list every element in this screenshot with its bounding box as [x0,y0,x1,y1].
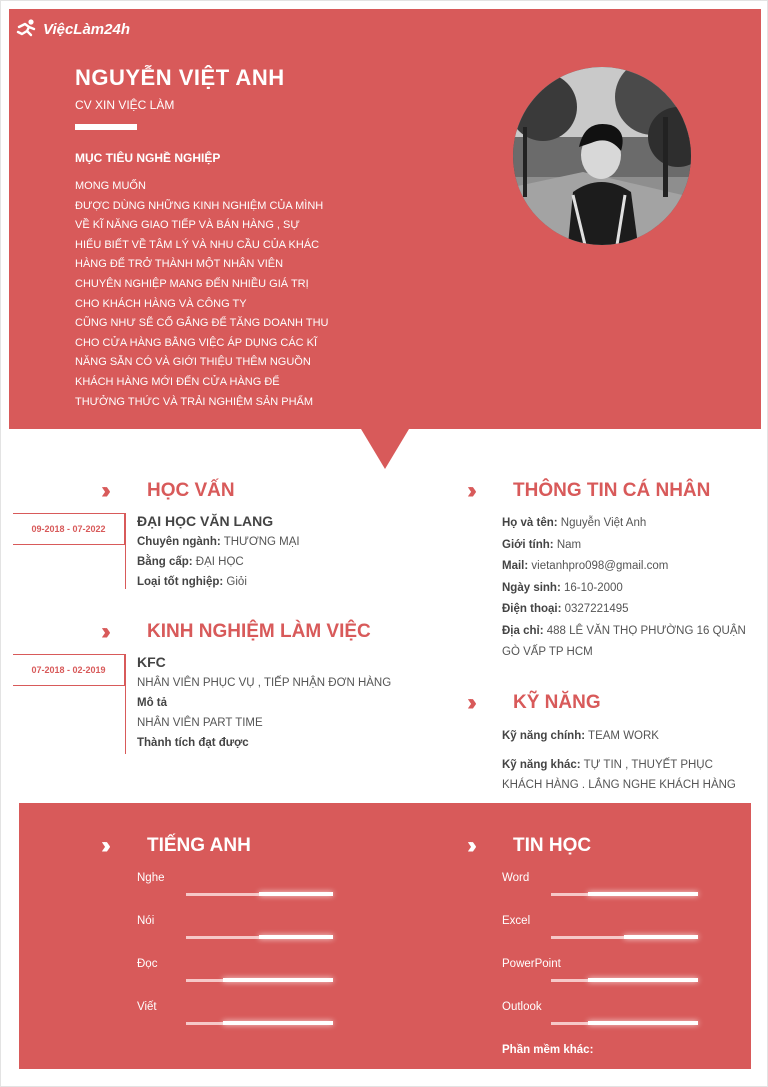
education-title: HỌC VẤN [147,480,235,501]
skill-label: Outlook [502,1001,542,1013]
info-address: Địa chỉ: 488 LÊ VĂN THỌ PHƯỜNG 16 QUẬN GÒ VẤP TP HCM [502,624,746,658]
avatar [513,67,691,245]
double-chevron-icon: ›› [467,832,471,859]
double-chevron-icon: ›› [467,689,471,716]
skill-bar-fill [259,935,333,939]
education-major: Chuyên ngành: THƯƠNG MẠI [137,536,300,548]
header-pointer [361,429,409,469]
education-entry [137,513,300,592]
skill-bar-fill [259,892,333,896]
education-date: 09-2018 - 07-2022 [13,513,125,545]
title-underline [75,124,137,130]
job-description: NHÂN VIÊN PART TIME [137,717,263,729]
double-chevron-icon: ›› [467,477,471,504]
education-grade: Loại tốt nghiệp: Giỏi [137,576,247,588]
logo-text: ViệcLàm24h [43,20,130,38]
skills-info [502,726,752,795]
skill-label: Nghe [137,872,165,884]
info-name: Họ và tên: Nguyễn Việt Anh [502,517,647,529]
info-mail[interactable]: Mail: vietanhpro098@gmail.com [502,560,669,572]
skills-section-head [467,689,601,717]
double-chevron-icon: ›› [101,832,105,859]
info-phone: Điện thoại: 0327221495 [502,603,629,615]
personal-title: THÔNG TIN CÁ NHÂN [513,480,711,501]
achievement-label: Thành tích đạt được [137,737,249,749]
objective-title: MỤC TIÊU NGHỀ NGHIỆP [75,151,221,165]
description-label: Mô tả [137,697,168,709]
other-software-label: Phần mềm khác: [502,1044,594,1056]
english-section-head [101,832,251,860]
experience-entry [137,654,391,753]
skill-label: Đọc [137,958,158,970]
company-name: KFC [137,654,166,670]
skill-bar-fill [624,935,698,939]
skill-label: Nói [137,915,155,927]
experience-date: 07-2018 - 02-2019 [13,654,125,686]
school-name: ĐẠI HỌC VĂN LANG [137,513,274,529]
experience-section-head [101,618,371,646]
running-man-icon [15,19,39,39]
education-timeline [125,513,126,589]
skills-title: KỸ NĂNG [513,692,601,713]
education-degree: Bằng cấp: ĐẠI HỌC [137,556,244,568]
info-gender: Giới tính: Nam [502,538,582,551]
skill-bar-fill [588,892,698,896]
experience-timeline [125,654,126,754]
it-title: TIN HỌC [513,835,592,856]
info-dob: Ngày sinh: 16-10-2000 [502,581,623,594]
skill-label: Excel [502,915,531,927]
candidate-name: NGUYỄN VIỆT ANH [75,65,285,90]
skill-bar-fill [223,978,333,982]
skill-bar-fill [588,1021,698,1025]
it-section-head [467,832,591,860]
job-position: NHÂN VIÊN PHỤC VỤ , TIẾP NHẬN ĐƠN HÀNG [137,677,392,689]
skill-bar-fill [588,978,698,982]
skill-other: Kỹ năng khác: TỰ TIN , THUYẾT PHỤC KHÁCH HÀNG . LẮNG NGHE KHÁCH HÀNG [502,759,736,791]
double-chevron-icon: ›› [101,618,105,645]
personal-section-head [467,477,710,505]
skill-bar-fill [223,1021,333,1025]
logo[interactable] [15,19,130,39]
personal-info [502,513,752,664]
education-section-head [101,477,235,505]
experience-title: KINH NGHIỆM LÀM VIỆC [147,621,371,642]
cv-subtitle: CV XIN VIỆC LÀM [75,98,175,112]
skill-label: Word [502,872,530,884]
skill-label: PowerPoint [502,958,561,970]
english-title: TIẾNG ANH [147,835,251,856]
avatar-photo [513,67,691,245]
skill-main: Kỹ năng chính: TEAM WORK [502,730,659,742]
skill-label: Viết [137,1001,157,1013]
double-chevron-icon: ›› [101,477,105,504]
objective-text: MONG MUỐN ĐƯỢC DÙNG NHỮNG KINH NGHIỆM CỦA MÌNH VỀ KĨ NĂNG GIAO TIẾP VÀ BÁN HÀNG , SỰ HIỂU BIẾT VỀ TÂM LÝ VÀ NHU CẦU CỦA KHÁC HÀNG ĐỂ TRỞ THÀNH MỘT NHÂN VIÊN CHUYÊN NGHIỆP MANG ĐẾN NHIỀU GIÁ TRỊ CHO KHÁCH HÀNG VÀ CÔNG TY CŨNG NHƯ SẼ CỐ GẮNG ĐỂ TĂNG DOANH THU CHO CỬA HÀNG BẰNG VIỆC ÁP DỤNG CÁC KĨ NĂNG SẴN CÓ VÀ GIỚI THIỆU THÊM NGUỒN KHÁCH HÀNG MỚI ĐẾN CỬA HÀNG ĐỂ THƯỞNG THỨC VÀ TRẢI NGHIỆM SẢN PHẨM [75,180,329,408]
